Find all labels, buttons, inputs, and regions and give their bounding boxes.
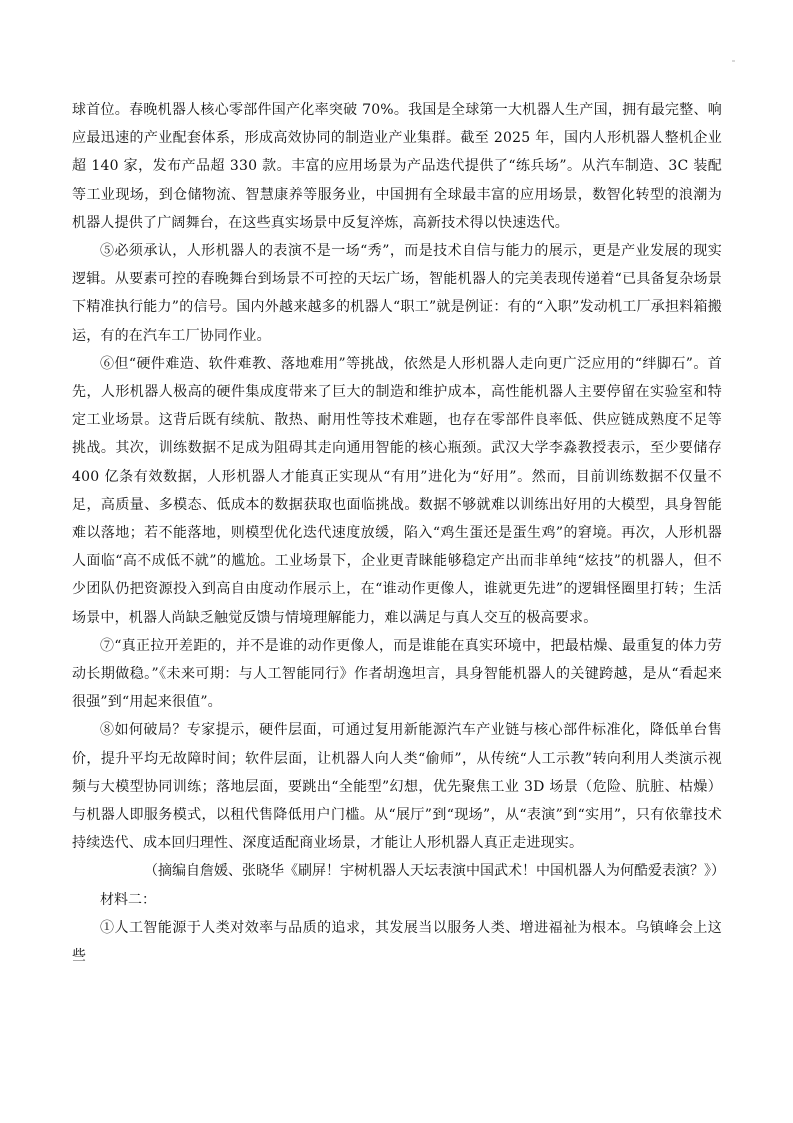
document-page — [72, 96, 725, 970]
paragraph-7: ⑦“真正拉开差距的，并不是谁的动作更像人，而是谁能在真实环境中，把最枯燥、最重复的体力劳动长期做稳。”《未来可期：与人工智能同行》作者胡逸坦言，具身智能机器人的关键跨越，是从“看起来很强”到“用起来很值”。 — [72, 637, 722, 711]
paragraph-6: ⑥但“硬件难造、软件难教、落地难用”等挑战，依然是人形机器人走向更广泛应用的“绊脚石”。首先，人形机器人极高的硬件集成度带来了巨大的制造和维护成本，高性能机器人主要停留在实验室和特定工业场景。这背后既有续航、散热、耐用性等技术难题，也存在零部件良率低、供应链成熟度不足等挑战。其次，训练数据不足成为阻碍其走向通用智能的核心瓶颈。武汉大学李淼教授表示，至少要储存 400 亿条有效数据，人形机器人才能真正实现从“有用”进化为“好用”。然而，目前训练数据不仅量不足，高质量、多模态、低成本的数据获取也面临挑战。数据不够就难以训练出好用的大模型，具身智能难以落地；若不能落地，则模型优化迭代速度放缓，陷入“鸡生蛋还是蛋生鸡”的窘境。再次，人形机器人面临“高不成低不就”的尴尬。工业场景下，企业更青睐能够稳定产出而非单纯“炫技”的机器人，但不少团队仍把资源投入到高自由度动作展示上，在“谁动作更像人，谁就更先进”的逻辑怪圈里打转；生活场景中，机器人尚缺乏触觉反馈与情境理解能力，难以满足与真人交互的极高要求。 — [72, 355, 722, 626]
source-citation: （摘编自詹媛、张晓华《刷屏！宇树机器人天坛表演中国武术！中国机器人为何酷爱表演？》） — [144, 863, 725, 880]
material-two-label: 材料二： — [100, 891, 156, 908]
scan-artifact — [732, 60, 735, 62]
paragraph-material-two-1: ①人工智能源于人类对效率与品质的追求，其发展当以服务人类、增进福祉为根本。乌镇峰会上这些 — [72, 919, 722, 965]
paragraph-8: ⑧如何破局？专家提示，硬件层面，可通过复用新能源汽车产业链与核心部件标准化，降低单台售价，提升平均无故障时间；软件层面，让机器人向人类“偷师”，从传统“人工示教”转向利用人类演示视频与大模型协同训练；落地层面，要跳出“全能型”幻想，优先聚焦工业 3D 场景（危险、肮脏、枯燥）与机器人即服务模式，以租代售降低用户门槛。从“展厅”到“现场”，从“表演”到“实用”，只有依靠技术持续迭代、成本回归理性、深度适配商业场景，才能让人形机器人真正走进现实。 — [72, 722, 722, 852]
paragraph-5: ⑤必须承认，人形机器人的表演不是一场“秀”，而是技术自信与能力的展示，更是产业发展的现实逻辑。从要素可控的春晚舞台到场景不可控的天坛广场，智能机器人的完美表现传递着“已具备复杂场景下精准执行能力”的信号。国内外越来越多的机器人“职工”就是例证：有的“入职”发动机工厂承担料箱搬运，有的在汽车工厂协同作业。 — [72, 243, 722, 344]
paragraph-continuation: 球首位。春晚机器人核心零部件国产化率突破 70%。我国是全球第一大机器人生产国，拥有最完整、响应最迅速的产业配套体系，形成高效协同的制造业产业集群。截至 2025 年，国内人形机器人整机企业超 140 家，发布产品超 330 款。丰富的应用场景为产品迭代提供了“练兵场”。从汽车制造、3C 装配等工业现场，到仓储物流、智慧康养等服务业，中国拥有全球最丰富的应用场景，数智化转型的浪潮为机器人提供了广阔舞台，在这些真实场景中反复淬炼，高新技术得以快速迭代。 — [72, 102, 722, 231]
